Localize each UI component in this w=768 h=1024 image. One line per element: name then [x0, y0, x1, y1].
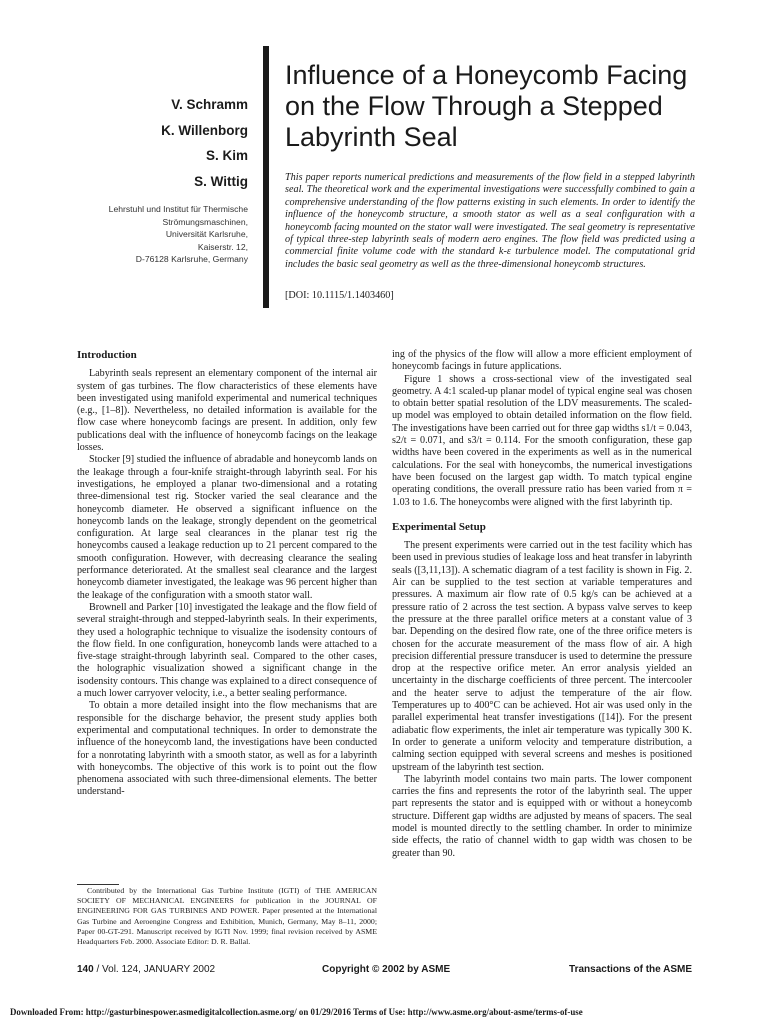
- affiliation-line: Lehrstuhl und Institut für Thermische: [108, 204, 248, 214]
- footnote: Contributed by the International Gas Turbine Institute (IGTI) of THE AMERICAN SOCIETY OF MECHANICAL ENGINEERS for publication in the JOURNAL OF ENGINEERING FOR GAS TURBINES AND POWER. Paper presented at the International Gas Turbine and Aeroengine Congress and Exhibition, Munich, Germany, May 8–11, 2000; Paper 00-GT-291. Manuscript received by IGTI Nov. 1999; final revision received by ASME Headquarters Feb. 2000. Associate Editor: D. R. Ballal.: [77, 886, 377, 947]
- affiliation-line: Universität Karlsruhe,: [165, 229, 248, 240]
- left-column: [77, 349, 377, 799]
- affiliation-line: Strömungsmaschinen,: [162, 216, 248, 227]
- title-divider-bar: [263, 46, 269, 308]
- paragraph: Stocker [9] studied the influence of abradable and honeycomb lands on the leakage through a four-knife straight-through labyrinth seal. For his investigations, he employed a planar two-dimensional and a rotating three-dimensional test rig. Stocker varied the seal clearance and the honeycomb diameter. He observed a significant influence on the honeycomb lands on the leakage, strongly dependent on the geometrical configuration. At large seal clearances in the planar test rig the honeycombs caused a leakage reduction up to 21 percent compared to the smooth configuration. However, with decreasing clearance the sealing performance deteriorated. At the smallest seal clearance and the largest honeycomb diameter investigated, the leakage was 96 percent higher than the leakage of the configuration with a smooth stator wall.: [77, 454, 377, 601]
- affiliation-line: Kaiserstr. 12,: [197, 241, 248, 252]
- author-name: S. Wittig: [194, 173, 248, 189]
- paragraph: ing of the physics of the flow will allow a more efficient employment of honeycomb facings in future applications.: [392, 349, 692, 373]
- affiliation: [95, 203, 248, 266]
- paragraph: Labyrinth seals represent an elementary component of the internal air system of gas turbines. The flow characteristics of these elements have been investigated using manifold experimental and numerical techniques (e.g., [1–8]). Nevertheless, no detailed information is available for the flow case where honeycomb facings are present. In addition, only few publications deal with the influence of honeycomb facings on the leakage losses.: [77, 368, 377, 454]
- title-line: Labyrinth Seal: [285, 122, 458, 152]
- download-notice: Downloaded From: http://gasturbinespower.asmedigitalcollection.asme.org/ on 01/29/2016 Terms of Use: http://www.asme.org/about-asme/terms-of-use: [10, 1007, 583, 1017]
- journal-name: Transactions of the ASME: [569, 964, 692, 975]
- author-list: [95, 92, 248, 194]
- doi: [DOI: 10.1115/1.1403460]: [285, 290, 394, 301]
- author-name: K. Willenborg: [161, 122, 248, 138]
- footnote-rule: [77, 884, 119, 885]
- page-footer-left: [77, 964, 215, 975]
- abstract: This paper reports numerical predictions and measurements of the flow field in a stepped labyrinth seal. The theoretical work and the experimental investigations were successfully combined to gain a comprehensive understanding of the flow patterns existing in such elements. In order to identify the influence of the honeycomb structure, a smooth stator as well as a seal configuration with a honeycomb facing mounted on the stator wall were investigated. The seal geometry is representative of typical three-step labyrinth seals of modern aero engines. The flow field was predicted using a commercial finite volume code with the standard k-ε turbulence model. The computational grid includes the basic seal geometry as well as the three-dimensional honeycomb structures.: [285, 172, 695, 270]
- paragraph: The labyrinth model contains two main parts. The lower component carries the fins and represents the rotor of the labyrinth seal. The upper part represents the stator and is equipped with or without a honeycomb structure. Different gap widths are adjusted by means of spacers. The seal model is mounted directly to the settling chamber. In order to minimize side effects, the ratio of channel width to gap width was chosen to be greater than 90.: [392, 773, 692, 859]
- page-number: 140: [77, 964, 94, 975]
- title-line: on the Flow Through a Stepped: [285, 91, 663, 121]
- paragraph: Brownell and Parker [10] investigated the leakage and the flow field of several straight-through and stepped-labyrinth seals. In their experiments, they used a holographic technique to visualize the isodensity contours of the flow field. In one configuration, honeycomb lands were attached to a five-stage straight-through labyrinth seal. Compared to the other cases, the holographic visualization showed a significant change in the isodensity contours. This change was explained to a direct consequence of a much lower carryover velocity, i.e., a better sealing performance.: [77, 601, 378, 700]
- copyright: Copyright © 2002 by ASME: [322, 964, 451, 975]
- author-name: S. Kim: [205, 148, 248, 163]
- paragraph: The present experiments were carried out in the test facility which has been used in previous studies of leakage loss and heat transfer in labyrinth seals ([3,11,13]). A schematic diagram of a test facility is shown in Fig. 2. Air can be supplied to the test section at variable temperatures and pressures. A maximum air flow rate of 0.5 kg/s can be achieved at a pressure ratio of 2 across the test section. A bypass valve serves to keep the pressure at the three parallel orifice meters at a constant value of 3 bar. Depending on the desired flow rate, one of the three orifice meters is chosen for the accurate measurement of the mass flow of air. A high precision differential pressure transducer is used to determine the pressure drop at the respective orifice meter. An error analysis yielded an uncertainty in the discharge coefficients of three percent. The intercooler and the heater serve to adjust the temperature of the air flow. Temperatures up to 400°C can be achieved. Hot air was used only in the parallel experimental heat transfer investigations ([14]). For the present adiabatic flow experiments, the inlet air temperature was typically 300 K. In order to generate a uniform velocity and temperature distribution, a calming section equipped with several screens and meshes is positioned upstream of the labyrinth test section.: [392, 540, 692, 773]
- paragraph: Figure 1 shows a cross-sectional view of the investigated seal geometry. A 4:1 scaled-up planar model of typical engine seal was chosen to obtain better spatial resolution of the LDV measurements. The scaled-up model was employed to obtain detailed information on the flow field. The investigations have been carried out for three gap widths s1/t = 0.043, s2/t = 0.071, and s3/t = 0.114. For the smooth configuration, these gap widths have been covered in the experiments as well as in the numerical calculations. For the seal with honeycombs, the numerical investigations have been focused on the largest gap width. To match typical engine operating conditions, the overall pressure ratio has been varied from π = 1.03 to 1.6. The honeycombs were aligned with the first labyrinth tip.: [392, 373, 693, 508]
- author-name: V. Schramm: [171, 97, 248, 112]
- title-line: Influence of a Honeycomb Facing: [285, 60, 688, 90]
- affiliation-line: D-76128 Karlsruhe, Germany: [135, 254, 248, 265]
- volume-info: / Vol. 124, JANUARY 2002: [96, 964, 216, 975]
- section-heading-introduction: Introduction: [77, 349, 137, 361]
- right-column: [392, 349, 692, 860]
- section-heading-experimental-setup: Experimental Setup: [392, 520, 486, 533]
- paper-title: [285, 60, 735, 153]
- paragraph: To obtain a more detailed insight into the flow mechanisms that are responsible for the discharge behavior, the present study applies both experimental and computational techniques. In order to demonstrate the influence of the honeycomb land, the investigations have been conducted for a nonrotating labyrinth with a smooth stator, as well as for a labyrinth with honeycombs. The objective of this work is to point out the flow phenomena associated with such three-dimensional elements. The better understand-: [77, 700, 377, 798]
